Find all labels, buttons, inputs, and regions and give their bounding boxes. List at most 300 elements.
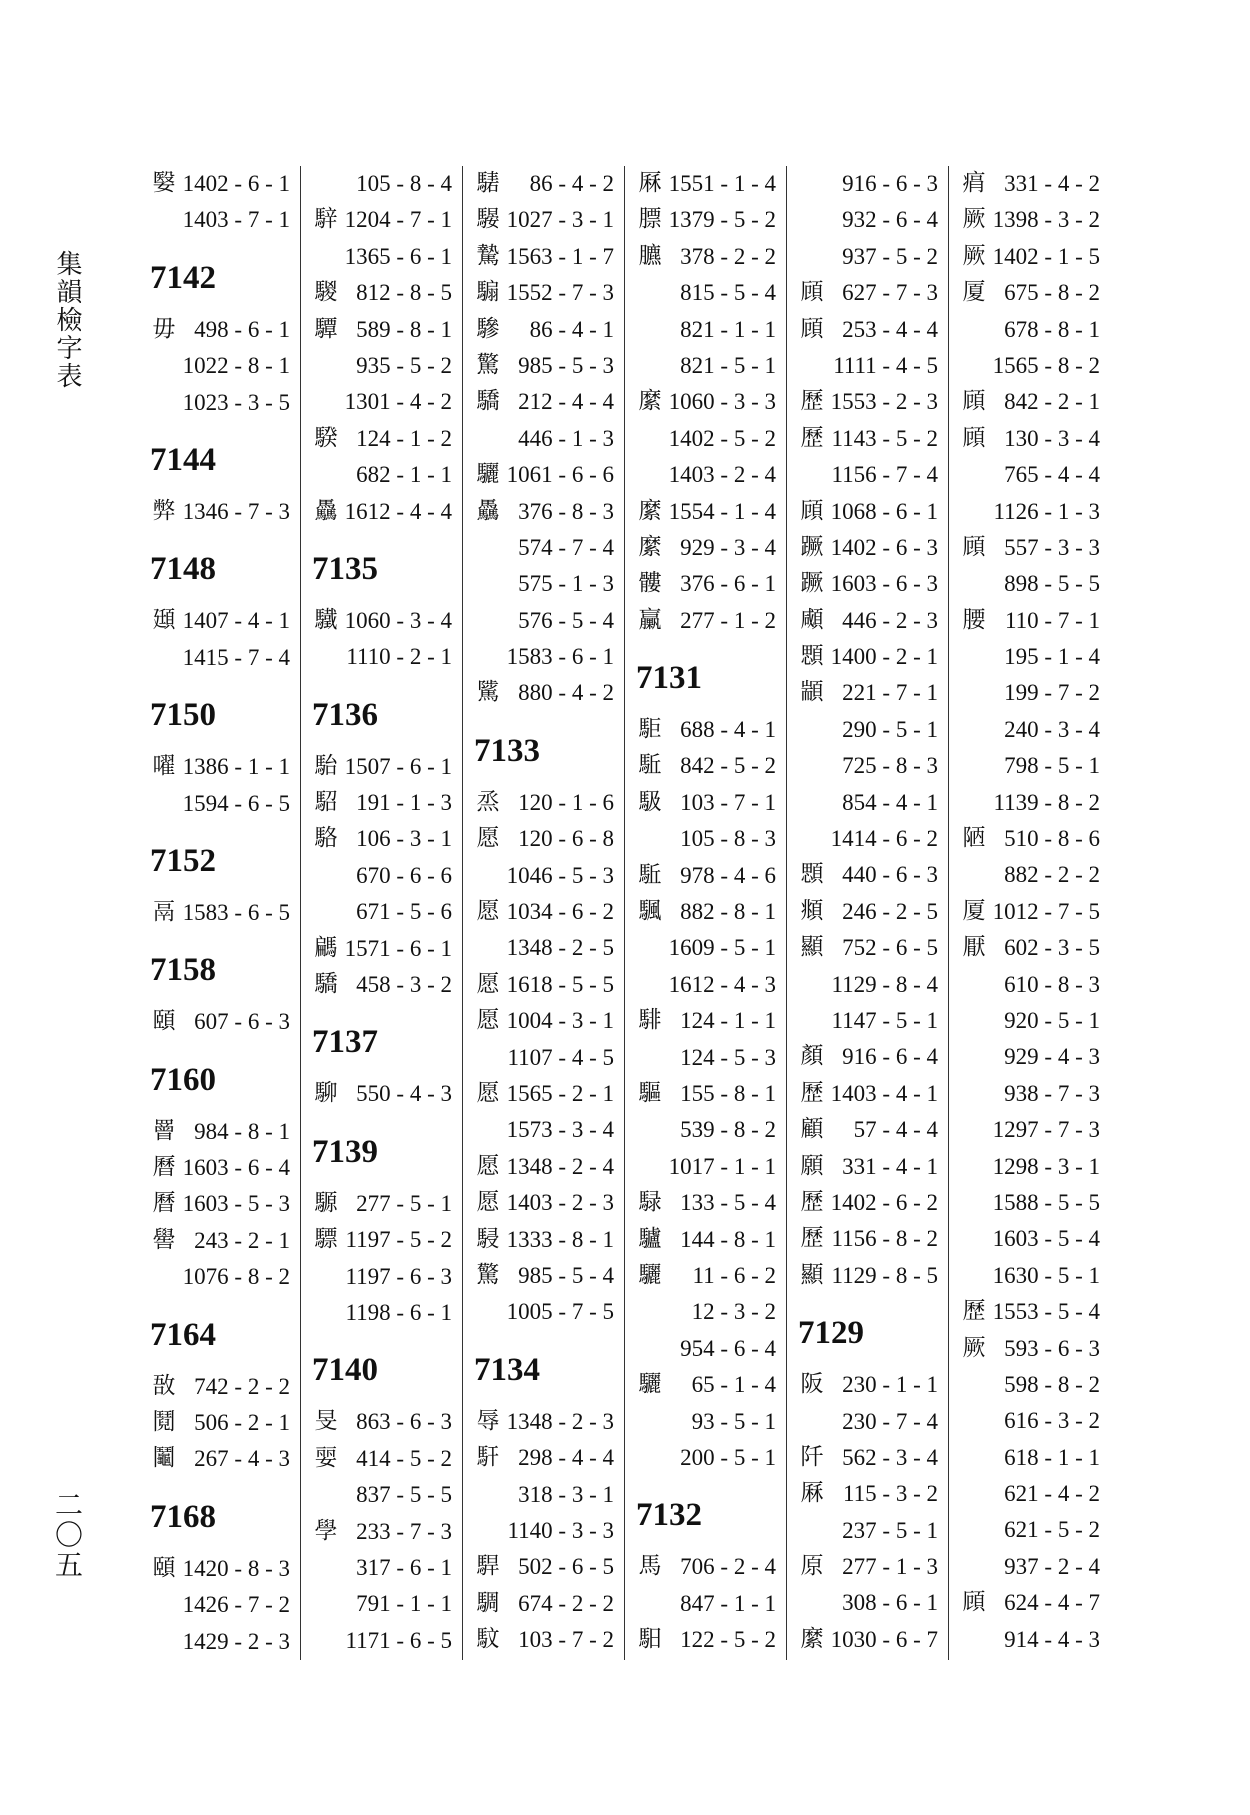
- index-entry: [474, 894, 624, 930]
- entry-reference: 815 - 5 - 4: [680, 280, 776, 306]
- entry-reference: 1603 - 5 - 3: [182, 1191, 290, 1217]
- entry-reference: 937 - 2 - 4: [1004, 1553, 1100, 1579]
- index-entry: [636, 457, 786, 493]
- entry-character: 顋: [800, 861, 824, 888]
- index-entry: [312, 421, 462, 457]
- entry-reference: 506 - 2 - 1: [194, 1410, 290, 1436]
- index-entry: [960, 166, 1110, 202]
- index-entry: [312, 384, 462, 420]
- index-entry: [636, 967, 786, 1003]
- entry-reference: 240 - 3 - 4: [1004, 716, 1100, 742]
- index-entry: [960, 675, 1110, 711]
- section-heading: [150, 931, 300, 1004]
- index-entry: [636, 821, 786, 857]
- entry-reference: 1346 - 7 - 3: [182, 498, 290, 524]
- index-entry: [798, 202, 948, 238]
- index-entry: [960, 239, 1110, 275]
- entry-reference: 1012 - 7 - 5: [992, 898, 1100, 924]
- index-entry: [636, 494, 786, 530]
- entry-character: 陋: [962, 825, 986, 852]
- section-code: 7133: [474, 732, 540, 769]
- entry-character: 驅: [638, 1079, 662, 1106]
- entry-character: 驪: [638, 1371, 662, 1398]
- entry-reference: 1609 - 5 - 1: [668, 935, 776, 961]
- entry-reference: 937 - 5 - 2: [842, 243, 938, 269]
- index-entry: [312, 457, 462, 493]
- index-entry: [960, 821, 1110, 857]
- index-entry: [798, 1549, 948, 1585]
- index-entry: [798, 1404, 948, 1440]
- index-entry: [960, 312, 1110, 348]
- section-code: 7144: [150, 441, 216, 478]
- index-entry: [636, 930, 786, 966]
- entry-reference: 985 - 5 - 4: [518, 1262, 614, 1288]
- index-entry: [474, 384, 624, 420]
- index-entry: [960, 1331, 1110, 1367]
- index-entry: [798, 1112, 948, 1148]
- section-code: 7158: [150, 952, 216, 989]
- entry-character: 曆: [152, 1190, 176, 1217]
- index-entry: [798, 894, 948, 930]
- entry-character: 蹶: [800, 570, 824, 597]
- entry-reference: 1594 - 6 - 5: [182, 790, 290, 816]
- index-entry: [474, 275, 624, 311]
- index-entry: [312, 275, 462, 311]
- index-entry: [636, 530, 786, 566]
- entry-reference: 1426 - 7 - 2: [182, 1592, 290, 1618]
- entry-character: 騤: [314, 424, 338, 451]
- section-heading: [312, 1003, 462, 1076]
- index-entry: [798, 1003, 948, 1039]
- entry-reference: 882 - 2 - 2: [1004, 862, 1100, 888]
- index-entry: [636, 275, 786, 311]
- entry-character: 顑: [800, 606, 824, 633]
- index-entry: [150, 1114, 300, 1150]
- index-entry: [798, 712, 948, 748]
- index-entry: [312, 785, 462, 821]
- entry-reference: 1553 - 5 - 4: [992, 1299, 1100, 1325]
- entry-reference: 1400 - 2 - 1: [830, 644, 938, 670]
- entry-reference: 880 - 4 - 2: [518, 680, 614, 706]
- entry-character: 馯: [476, 1444, 500, 1471]
- entry-reference: 752 - 6 - 5: [842, 935, 938, 961]
- entry-reference: 267 - 4 - 3: [194, 1446, 290, 1472]
- entry-reference: 1429 - 2 - 3: [182, 1628, 290, 1654]
- section-code: 7150: [150, 697, 216, 734]
- index-entry: [960, 421, 1110, 457]
- entry-reference: 929 - 4 - 3: [1004, 1044, 1100, 1070]
- index-entry: [312, 821, 462, 857]
- entry-reference: 985 - 5 - 3: [518, 352, 614, 378]
- entry-character: 歷: [800, 1188, 824, 1215]
- index-entry: [474, 494, 624, 530]
- section-code: 7140: [312, 1352, 378, 1389]
- entry-character: 驃: [314, 1226, 338, 1253]
- entry-character: 驫: [314, 497, 338, 524]
- entry-reference: 243 - 2 - 1: [194, 1227, 290, 1253]
- entry-character: 騂: [314, 206, 338, 233]
- index-entry: [636, 1076, 786, 1112]
- entry-character: 駏: [638, 716, 662, 743]
- index-entry: [960, 275, 1110, 311]
- entry-character: 頋: [962, 388, 986, 415]
- index-entry: [474, 1185, 624, 1221]
- entry-character: 鬩: [152, 1409, 176, 1436]
- index-entry: [636, 1586, 786, 1622]
- entry-reference: 589 - 8 - 1: [356, 316, 452, 342]
- entry-reference: 1171 - 6 - 5: [345, 1627, 452, 1653]
- entry-reference: 124 - 1 - 1: [680, 1008, 776, 1034]
- entry-character: 厦: [962, 279, 986, 306]
- entry-reference: 110 - 7 - 1: [1005, 607, 1100, 633]
- entry-reference: 195 - 1 - 4: [1004, 644, 1100, 670]
- entry-reference: 929 - 3 - 4: [680, 534, 776, 560]
- index-entry: [474, 603, 624, 639]
- entry-character: 頋: [800, 497, 824, 524]
- index-entry: [474, 312, 624, 348]
- entry-reference: 1588 - 5 - 5: [992, 1189, 1100, 1215]
- entry-reference: 938 - 7 - 3: [1004, 1080, 1100, 1106]
- entry-reference: 1414 - 6 - 2: [830, 826, 938, 852]
- entry-character: 髏: [638, 570, 662, 597]
- entry-reference: 12 - 3 - 2: [691, 1299, 776, 1325]
- entry-reference: 1297 - 7 - 3: [992, 1117, 1100, 1143]
- index-entry: [474, 239, 624, 275]
- entry-character: 歷: [962, 1298, 986, 1325]
- section-code: 7168: [150, 1498, 216, 1535]
- entry-character: 旻: [314, 1408, 338, 1435]
- entry-reference: 498 - 6 - 1: [194, 316, 290, 342]
- entry-reference: 120 - 1 - 6: [518, 789, 614, 815]
- entry-reference: 1046 - 5 - 3: [506, 862, 614, 888]
- index-entry: [474, 967, 624, 1003]
- index-entry: [798, 1476, 948, 1512]
- entry-reference: 1571 - 6 - 1: [344, 935, 452, 961]
- index-entry: [960, 967, 1110, 1003]
- section-heading: [636, 1476, 786, 1549]
- entry-reference: 670 - 6 - 6: [356, 862, 452, 888]
- entry-reference: 602 - 3 - 5: [1004, 935, 1100, 961]
- entry-reference: 230 - 1 - 1: [842, 1372, 938, 1398]
- index-entry: [474, 1622, 624, 1658]
- index-entry: [960, 639, 1110, 675]
- index-entry: [150, 1223, 300, 1259]
- entry-character: 顯: [800, 1261, 824, 1288]
- entry-character: 厭: [962, 934, 986, 961]
- index-entry: [636, 1258, 786, 1294]
- index-entry: [798, 566, 948, 602]
- entry-character: 頤: [152, 1554, 176, 1581]
- entry-character: 頫: [800, 897, 824, 924]
- entry-reference: 1004 - 3 - 1: [506, 1008, 614, 1034]
- index-entry: [636, 239, 786, 275]
- index-entry: [312, 749, 462, 785]
- index-entry: [960, 1294, 1110, 1330]
- section-code: 7136: [312, 696, 378, 733]
- entry-reference: 414 - 5 - 2: [356, 1445, 452, 1471]
- entry-reference: 1129 - 8 - 4: [831, 971, 938, 997]
- index-entry: [150, 348, 300, 384]
- entry-reference: 253 - 4 - 4: [842, 316, 938, 342]
- index-entry: [636, 202, 786, 238]
- entry-reference: 1197 - 6 - 3: [345, 1263, 452, 1289]
- entry-reference: 1197 - 5 - 2: [345, 1227, 452, 1253]
- entry-reference: 103 - 7 - 2: [518, 1627, 614, 1653]
- index-entry: [312, 1623, 462, 1659]
- index-entry: [798, 166, 948, 202]
- section-code: 7142: [150, 259, 216, 296]
- section-code: 7135: [312, 550, 378, 587]
- section-code: 7137: [312, 1024, 378, 1061]
- index-entry: [474, 1076, 624, 1112]
- entry-character: 頤: [152, 1008, 176, 1035]
- entry-reference: 675 - 8 - 2: [1004, 280, 1100, 306]
- entry-character: 阪: [800, 1371, 824, 1398]
- entry-reference: 1111 - 4 - 5: [833, 352, 938, 378]
- entry-reference: 1573 - 3 - 4: [506, 1117, 614, 1143]
- index-entry: [960, 494, 1110, 530]
- entry-character: 颿: [638, 898, 662, 925]
- index-entry: [312, 967, 462, 1003]
- entry-character: 驖: [314, 606, 338, 633]
- entry-character: 歷: [800, 424, 824, 451]
- entry-reference: 682 - 1 - 1: [356, 462, 452, 488]
- index-entry: [312, 1586, 462, 1622]
- index-entry: [960, 712, 1110, 748]
- index-entry: [636, 1622, 786, 1658]
- entry-character: 嚳: [152, 1226, 176, 1253]
- index-entry: [312, 639, 462, 675]
- index-column-3: [474, 166, 625, 1660]
- entry-character: 馼: [476, 1626, 500, 1653]
- entry-character: 駠: [314, 1080, 338, 1107]
- index-entry: [798, 348, 948, 384]
- entry-character: 阡: [800, 1443, 824, 1470]
- entry-reference: 1301 - 4 - 2: [344, 389, 452, 415]
- entry-reference: 1403 - 2 - 4: [668, 462, 776, 488]
- entry-reference: 984 - 8 - 1: [194, 1118, 290, 1144]
- entry-reference: 57 - 4 - 4: [853, 1117, 938, 1143]
- index-entry: [960, 1476, 1110, 1512]
- entry-reference: 914 - 4 - 3: [1004, 1626, 1100, 1652]
- index-entry: [312, 239, 462, 275]
- section-heading: [798, 1294, 948, 1367]
- index-entry: [474, 348, 624, 384]
- entry-reference: 1022 - 8 - 1: [182, 353, 290, 379]
- entry-reference: 688 - 4 - 1: [680, 717, 776, 743]
- index-column-2: [312, 166, 463, 1660]
- index-entry: [960, 1622, 1110, 1658]
- index-entry: [636, 785, 786, 821]
- section-code: 7139: [312, 1133, 378, 1170]
- index-entry: [636, 1549, 786, 1585]
- index-entry: [312, 858, 462, 894]
- entry-character: 厦: [962, 897, 986, 924]
- entry-character: 馹: [638, 1626, 662, 1653]
- section-heading: [312, 1113, 462, 1186]
- index-entry: [798, 785, 948, 821]
- index-entry: [798, 457, 948, 493]
- index-entry: [798, 639, 948, 675]
- entry-character: 騴: [476, 206, 500, 233]
- entry-character: 愿: [476, 898, 500, 925]
- entry-reference: 1156 - 8 - 2: [831, 1226, 938, 1252]
- index-entry: [474, 1549, 624, 1585]
- entry-character: 頲: [152, 607, 176, 634]
- entry-reference: 1402 - 6 - 2: [830, 1189, 938, 1215]
- entry-reference: 621 - 4 - 2: [1004, 1481, 1100, 1507]
- entry-reference: 706 - 2 - 4: [680, 1554, 776, 1580]
- entry-character: 駸: [476, 1225, 500, 1252]
- entry-character: 烝: [476, 788, 500, 815]
- entry-reference: 1603 - 6 - 3: [830, 571, 938, 597]
- entry-character: 驪: [638, 1261, 662, 1288]
- index-entry: [474, 1258, 624, 1294]
- entry-character: 厥: [962, 242, 986, 269]
- index-entry: [960, 566, 1110, 602]
- entry-character: 曆: [152, 1154, 176, 1181]
- entry-reference: 550 - 4 - 3: [356, 1081, 452, 1107]
- index-entry: [636, 748, 786, 784]
- entry-reference: 199 - 7 - 2: [1004, 680, 1100, 706]
- index-entry: [636, 712, 786, 748]
- entry-character: 愿: [476, 1007, 500, 1034]
- entry-reference: 842 - 5 - 2: [680, 753, 776, 779]
- index-entry: [150, 603, 300, 639]
- index-entry: [474, 202, 624, 238]
- entry-character: 學: [314, 1517, 338, 1544]
- entry-reference: 576 - 5 - 4: [518, 607, 614, 633]
- section-heading: [474, 712, 624, 785]
- entry-character: 頋: [962, 424, 986, 451]
- index-entry: [474, 566, 624, 602]
- entry-reference: 1204 - 7 - 1: [344, 207, 452, 233]
- index-entry: [150, 385, 300, 421]
- entry-reference: 1403 - 4 - 1: [830, 1080, 938, 1106]
- entry-reference: 1060 - 3 - 3: [668, 389, 776, 415]
- entry-character: 驕: [476, 388, 500, 415]
- index-entry: [798, 1076, 948, 1112]
- section-heading: [150, 822, 300, 895]
- entry-reference: 1630 - 5 - 1: [992, 1262, 1100, 1288]
- entry-reference: 1005 - 7 - 5: [506, 1299, 614, 1325]
- section-heading: [636, 639, 786, 712]
- entry-reference: 1129 - 8 - 5: [831, 1262, 938, 1288]
- entry-reference: 1402 - 6 - 3: [830, 534, 938, 560]
- entry-reference: 1333 - 8 - 1: [506, 1226, 614, 1252]
- entry-character: 弊: [152, 497, 176, 524]
- index-entry: [960, 1512, 1110, 1548]
- index-entry: [474, 1404, 624, 1440]
- entry-character: 腰: [962, 606, 986, 633]
- index-entry: [636, 1294, 786, 1330]
- entry-character: 嫛: [152, 170, 176, 196]
- index-entry: [960, 530, 1110, 566]
- entry-reference: 1398 - 3 - 2: [992, 207, 1100, 233]
- entry-reference: 618 - 1 - 1: [1004, 1444, 1100, 1470]
- index-entry: [150, 786, 300, 822]
- entry-character: 毋: [152, 315, 176, 342]
- entry-reference: 446 - 2 - 3: [842, 607, 938, 633]
- section-code: 7152: [150, 842, 216, 879]
- index-entry: [312, 348, 462, 384]
- index-entry: [798, 384, 948, 420]
- section-code: 7164: [150, 1316, 216, 1353]
- entry-reference: 122 - 5 - 2: [680, 1627, 776, 1653]
- entry-character: 騆: [476, 1589, 500, 1616]
- index-entry: [474, 1440, 624, 1476]
- index-entry: [636, 1222, 786, 1258]
- entry-reference: 837 - 5 - 5: [356, 1482, 452, 1508]
- entry-reference: 1107 - 4 - 5: [507, 1044, 614, 1070]
- entry-reference: 65 - 1 - 4: [691, 1372, 776, 1398]
- index-entry: [150, 166, 300, 202]
- entry-character: 辱: [476, 1407, 500, 1434]
- entry-reference: 277 - 1 - 3: [842, 1554, 938, 1580]
- index-entry: [798, 1149, 948, 1185]
- index-entry: [798, 1367, 948, 1403]
- index-entry: [312, 931, 462, 967]
- section-heading: [312, 676, 462, 749]
- index-entry: [312, 1076, 462, 1112]
- entry-reference: 317 - 6 - 1: [356, 1554, 452, 1580]
- entry-reference: 1034 - 6 - 2: [506, 899, 614, 925]
- section-code: 7132: [636, 1497, 702, 1534]
- entry-reference: 539 - 8 - 2: [680, 1117, 776, 1143]
- entry-character: 縻: [800, 1625, 824, 1652]
- entry-character: 駈: [638, 861, 662, 888]
- entry-reference: 105 - 8 - 4: [356, 171, 452, 196]
- index-entry: [312, 1550, 462, 1586]
- entry-reference: 502 - 6 - 5: [518, 1554, 614, 1580]
- entry-reference: 791 - 1 - 1: [356, 1591, 452, 1617]
- index-entry: [150, 895, 300, 931]
- entry-reference: 742 - 2 - 2: [194, 1373, 290, 1399]
- entry-reference: 446 - 1 - 3: [518, 425, 614, 451]
- index-entry: [798, 857, 948, 893]
- index-entry: [960, 1440, 1110, 1476]
- entry-reference: 155 - 8 - 1: [680, 1080, 776, 1106]
- entry-reference: 1612 - 4 - 4: [344, 498, 452, 524]
- index-entry: [474, 1112, 624, 1148]
- entry-character: 婯: [314, 1444, 338, 1471]
- entry-reference: 1143 - 5 - 2: [831, 425, 938, 451]
- section-heading: [312, 1331, 462, 1404]
- entry-reference: 1060 - 3 - 4: [344, 607, 452, 633]
- entry-reference: 106 - 3 - 1: [356, 826, 452, 852]
- entry-reference: 1348 - 2 - 3: [506, 1408, 614, 1434]
- entry-reference: 1420 - 8 - 3: [182, 1555, 290, 1581]
- index-entry: [636, 348, 786, 384]
- entry-reference: 86 - 4 - 1: [529, 316, 614, 342]
- entry-reference: 298 - 4 - 4: [518, 1445, 614, 1471]
- index-entry: [960, 603, 1110, 639]
- entry-reference: 237 - 5 - 1: [842, 1517, 938, 1543]
- entry-character: 歷: [800, 1079, 824, 1106]
- entry-reference: 916 - 6 - 3: [842, 171, 938, 196]
- index-entry: [798, 1585, 948, 1621]
- entry-reference: 932 - 6 - 4: [842, 207, 938, 233]
- entry-reference: 1507 - 6 - 1: [344, 753, 452, 779]
- entry-character: 顯: [800, 934, 824, 961]
- index-entry: [474, 421, 624, 457]
- section-heading: [150, 676, 300, 749]
- entry-reference: 1403 - 7 - 1: [182, 207, 290, 233]
- entry-reference: 574 - 7 - 4: [518, 534, 614, 560]
- entry-character: 駻: [476, 1553, 500, 1580]
- entry-reference: 331 - 4 - 1: [842, 1153, 938, 1179]
- index-entry: [474, 166, 624, 202]
